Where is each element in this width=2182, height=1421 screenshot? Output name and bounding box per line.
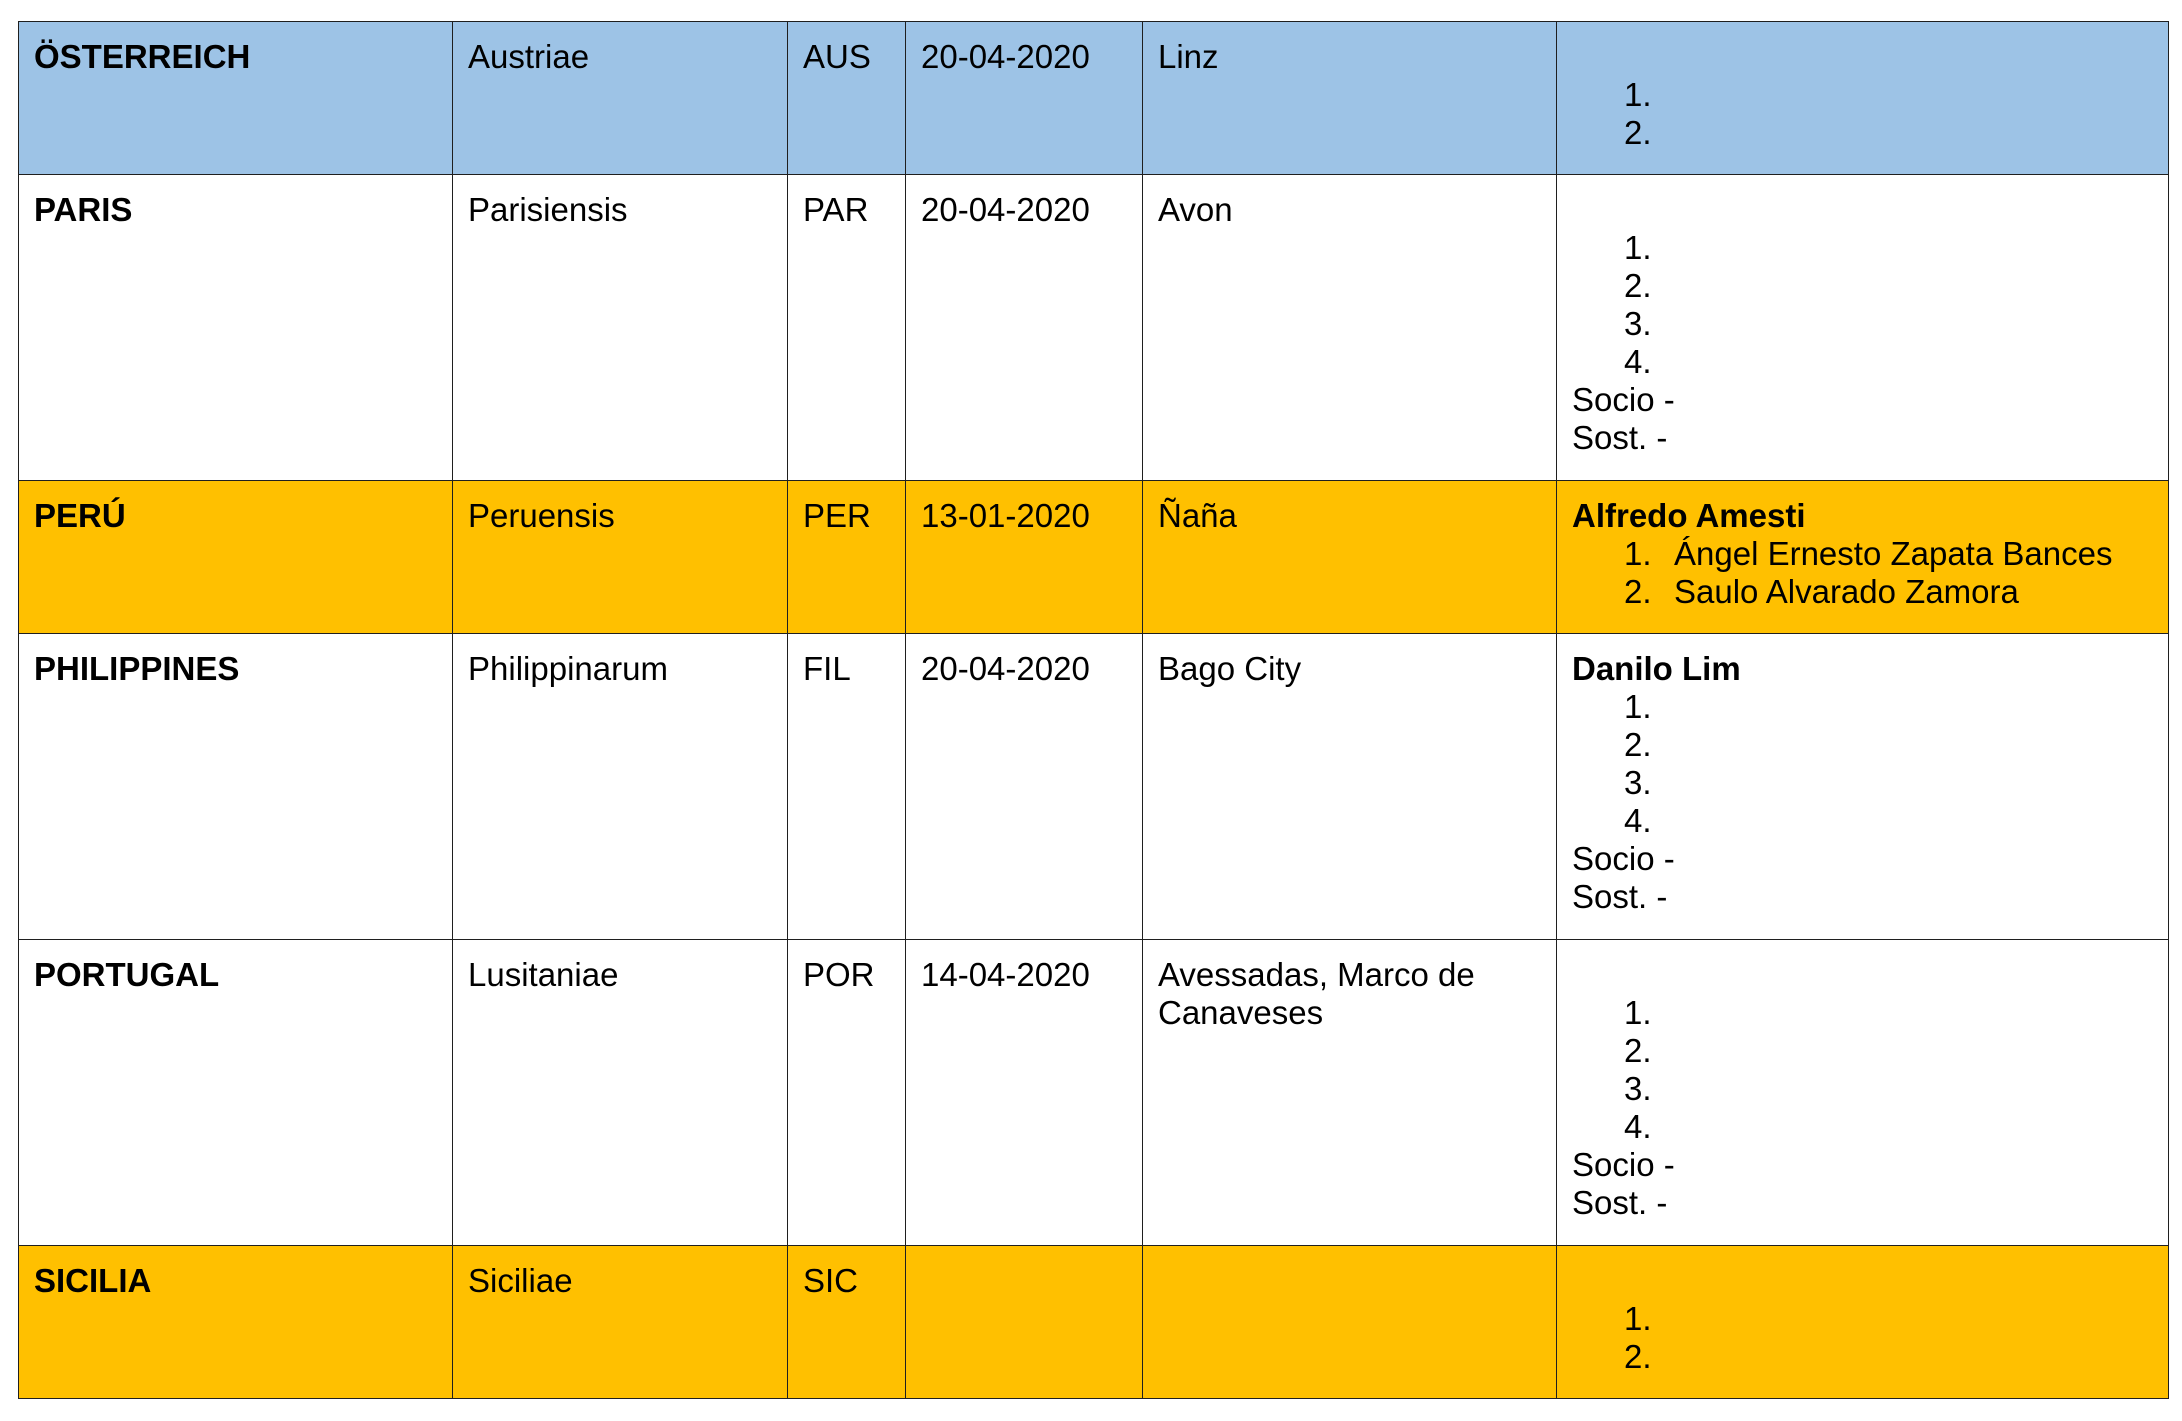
list-item bbox=[1624, 726, 2153, 764]
list-number: 4. bbox=[1624, 343, 1652, 380]
list-item bbox=[1624, 1070, 2153, 1108]
member-list bbox=[1572, 994, 2153, 1146]
latin-name-cell bbox=[453, 940, 788, 1246]
country-name: PHILIPPINES bbox=[34, 650, 240, 687]
latin-name: Lusitaniae bbox=[468, 956, 619, 993]
chapter-place: Ñaña bbox=[1158, 497, 1237, 534]
latin-name: Philippinarum bbox=[468, 650, 668, 687]
list-number: 1. bbox=[1624, 535, 1652, 572]
chapter-place: Bago City bbox=[1158, 650, 1302, 687]
province-code: FIL bbox=[803, 650, 851, 687]
country-name: SICILIA bbox=[34, 1262, 152, 1299]
chapter-place: Linz bbox=[1158, 38, 1219, 75]
council-cell bbox=[1557, 481, 2169, 634]
list-number: 3. bbox=[1624, 305, 1652, 342]
list-number: 3. bbox=[1624, 764, 1652, 801]
chapter-place: Avessadas, Marco de Canaveses bbox=[1158, 956, 1475, 1031]
head-name: Alfredo Amesti bbox=[1572, 497, 1806, 534]
list-item bbox=[1624, 1108, 2153, 1146]
place-cell bbox=[1143, 481, 1557, 634]
chapter-date: 20-04-2020 bbox=[921, 38, 1090, 75]
date-cell bbox=[906, 481, 1143, 634]
list-item bbox=[1624, 114, 2153, 152]
code-cell bbox=[788, 940, 906, 1246]
head-name bbox=[1572, 38, 2153, 76]
date-cell bbox=[906, 22, 1143, 175]
province-code: SIC bbox=[803, 1262, 859, 1299]
list-number: 2. bbox=[1624, 1338, 1652, 1375]
table-row bbox=[19, 481, 2169, 634]
list-item bbox=[1624, 1338, 2153, 1376]
latin-name: Peruensis bbox=[468, 497, 615, 534]
head-name bbox=[1572, 191, 2153, 229]
date-cell bbox=[906, 175, 1143, 481]
list-item bbox=[1624, 573, 2153, 611]
latin-name: Parisiensis bbox=[468, 191, 628, 228]
province-code: PER bbox=[803, 497, 871, 534]
list-item bbox=[1624, 229, 2153, 267]
list-item bbox=[1624, 267, 2153, 305]
list-item bbox=[1624, 76, 2153, 114]
latin-name: Siciliae bbox=[468, 1262, 573, 1299]
place-cell bbox=[1143, 22, 1557, 175]
code-cell bbox=[788, 634, 906, 940]
list-number: 1. bbox=[1624, 229, 1652, 266]
date-cell bbox=[906, 1246, 1143, 1399]
provinces-table bbox=[18, 21, 2169, 1399]
head-name bbox=[1572, 956, 2153, 994]
list-item bbox=[1624, 802, 2153, 840]
list-number: 2. bbox=[1624, 267, 1652, 304]
latin-name-cell bbox=[453, 634, 788, 940]
date-cell bbox=[906, 940, 1143, 1246]
socio-line: Socio - bbox=[1572, 1146, 1675, 1183]
member-name: Ángel Ernesto Zapata Bances bbox=[1674, 535, 2113, 572]
socio-line: Socio - bbox=[1572, 381, 1675, 418]
list-item bbox=[1624, 343, 2153, 381]
date-cell bbox=[906, 634, 1143, 940]
list-item bbox=[1624, 1300, 2153, 1338]
place-cell bbox=[1143, 1246, 1557, 1399]
table-row bbox=[19, 175, 2169, 481]
list-item bbox=[1624, 305, 2153, 343]
country-name: PARIS bbox=[34, 191, 133, 228]
list-item bbox=[1624, 764, 2153, 802]
latin-name: Austriae bbox=[468, 38, 590, 75]
council-cell bbox=[1557, 1246, 2169, 1399]
latin-name-cell bbox=[453, 175, 788, 481]
place-cell bbox=[1143, 175, 1557, 481]
table-row bbox=[19, 1246, 2169, 1399]
country-name: PERÚ bbox=[34, 497, 126, 534]
member-name: Saulo Alvarado Zamora bbox=[1674, 573, 2019, 610]
sost-line: Sost. - bbox=[1572, 878, 1668, 915]
place-cell bbox=[1143, 634, 1557, 940]
list-number: 1. bbox=[1624, 1300, 1652, 1337]
table-row bbox=[19, 22, 2169, 175]
list-number: 4. bbox=[1624, 802, 1652, 839]
list-number: 4. bbox=[1624, 1108, 1652, 1145]
chapter-date: 20-04-2020 bbox=[921, 191, 1090, 228]
chapter-date: 20-04-2020 bbox=[921, 650, 1090, 687]
table-row bbox=[19, 940, 2169, 1246]
member-list bbox=[1572, 688, 2153, 840]
country-name: PORTUGAL bbox=[34, 956, 220, 993]
member-list bbox=[1572, 535, 2153, 611]
country-cell bbox=[19, 481, 453, 634]
latin-name-cell bbox=[453, 22, 788, 175]
chapter-date: 13-01-2020 bbox=[921, 497, 1090, 534]
country-cell bbox=[19, 940, 453, 1246]
code-cell bbox=[788, 22, 906, 175]
member-list bbox=[1572, 1300, 2153, 1376]
list-item bbox=[1624, 1032, 2153, 1070]
list-number: 1. bbox=[1624, 994, 1652, 1031]
member-list bbox=[1572, 76, 2153, 152]
table-row bbox=[19, 634, 2169, 940]
list-number: 1. bbox=[1624, 76, 1652, 113]
province-code: POR bbox=[803, 956, 875, 993]
list-number: 1. bbox=[1624, 688, 1652, 725]
list-number: 2. bbox=[1624, 1032, 1652, 1069]
list-number: 2. bbox=[1624, 573, 1652, 610]
council-cell bbox=[1557, 940, 2169, 1246]
list-item bbox=[1624, 688, 2153, 726]
sost-line: Sost. - bbox=[1572, 419, 1668, 456]
sost-line: Sost. - bbox=[1572, 1184, 1668, 1221]
code-cell bbox=[788, 481, 906, 634]
country-cell bbox=[19, 634, 453, 940]
list-item bbox=[1624, 994, 2153, 1032]
latin-name-cell bbox=[453, 1246, 788, 1399]
list-number: 2. bbox=[1624, 114, 1652, 151]
code-cell bbox=[788, 1246, 906, 1399]
council-cell bbox=[1557, 634, 2169, 940]
council-cell bbox=[1557, 175, 2169, 481]
latin-name-cell bbox=[453, 481, 788, 634]
head-name: Danilo Lim bbox=[1572, 650, 1741, 687]
council-cell bbox=[1557, 22, 2169, 175]
list-number: 2. bbox=[1624, 726, 1652, 763]
place-cell bbox=[1143, 940, 1557, 1246]
chapter-place: Avon bbox=[1158, 191, 1233, 228]
province-code: AUS bbox=[803, 38, 871, 75]
socio-line: Socio - bbox=[1572, 840, 1675, 877]
province-code: PAR bbox=[803, 191, 869, 228]
head-name bbox=[1572, 1262, 2153, 1300]
chapter-date: 14-04-2020 bbox=[921, 956, 1090, 993]
country-cell bbox=[19, 22, 453, 175]
country-cell bbox=[19, 175, 453, 481]
country-cell bbox=[19, 1246, 453, 1399]
member-list bbox=[1572, 229, 2153, 381]
list-item bbox=[1624, 535, 2153, 573]
list-number: 3. bbox=[1624, 1070, 1652, 1107]
country-name: ÖSTERREICH bbox=[34, 38, 251, 75]
code-cell bbox=[788, 175, 906, 481]
